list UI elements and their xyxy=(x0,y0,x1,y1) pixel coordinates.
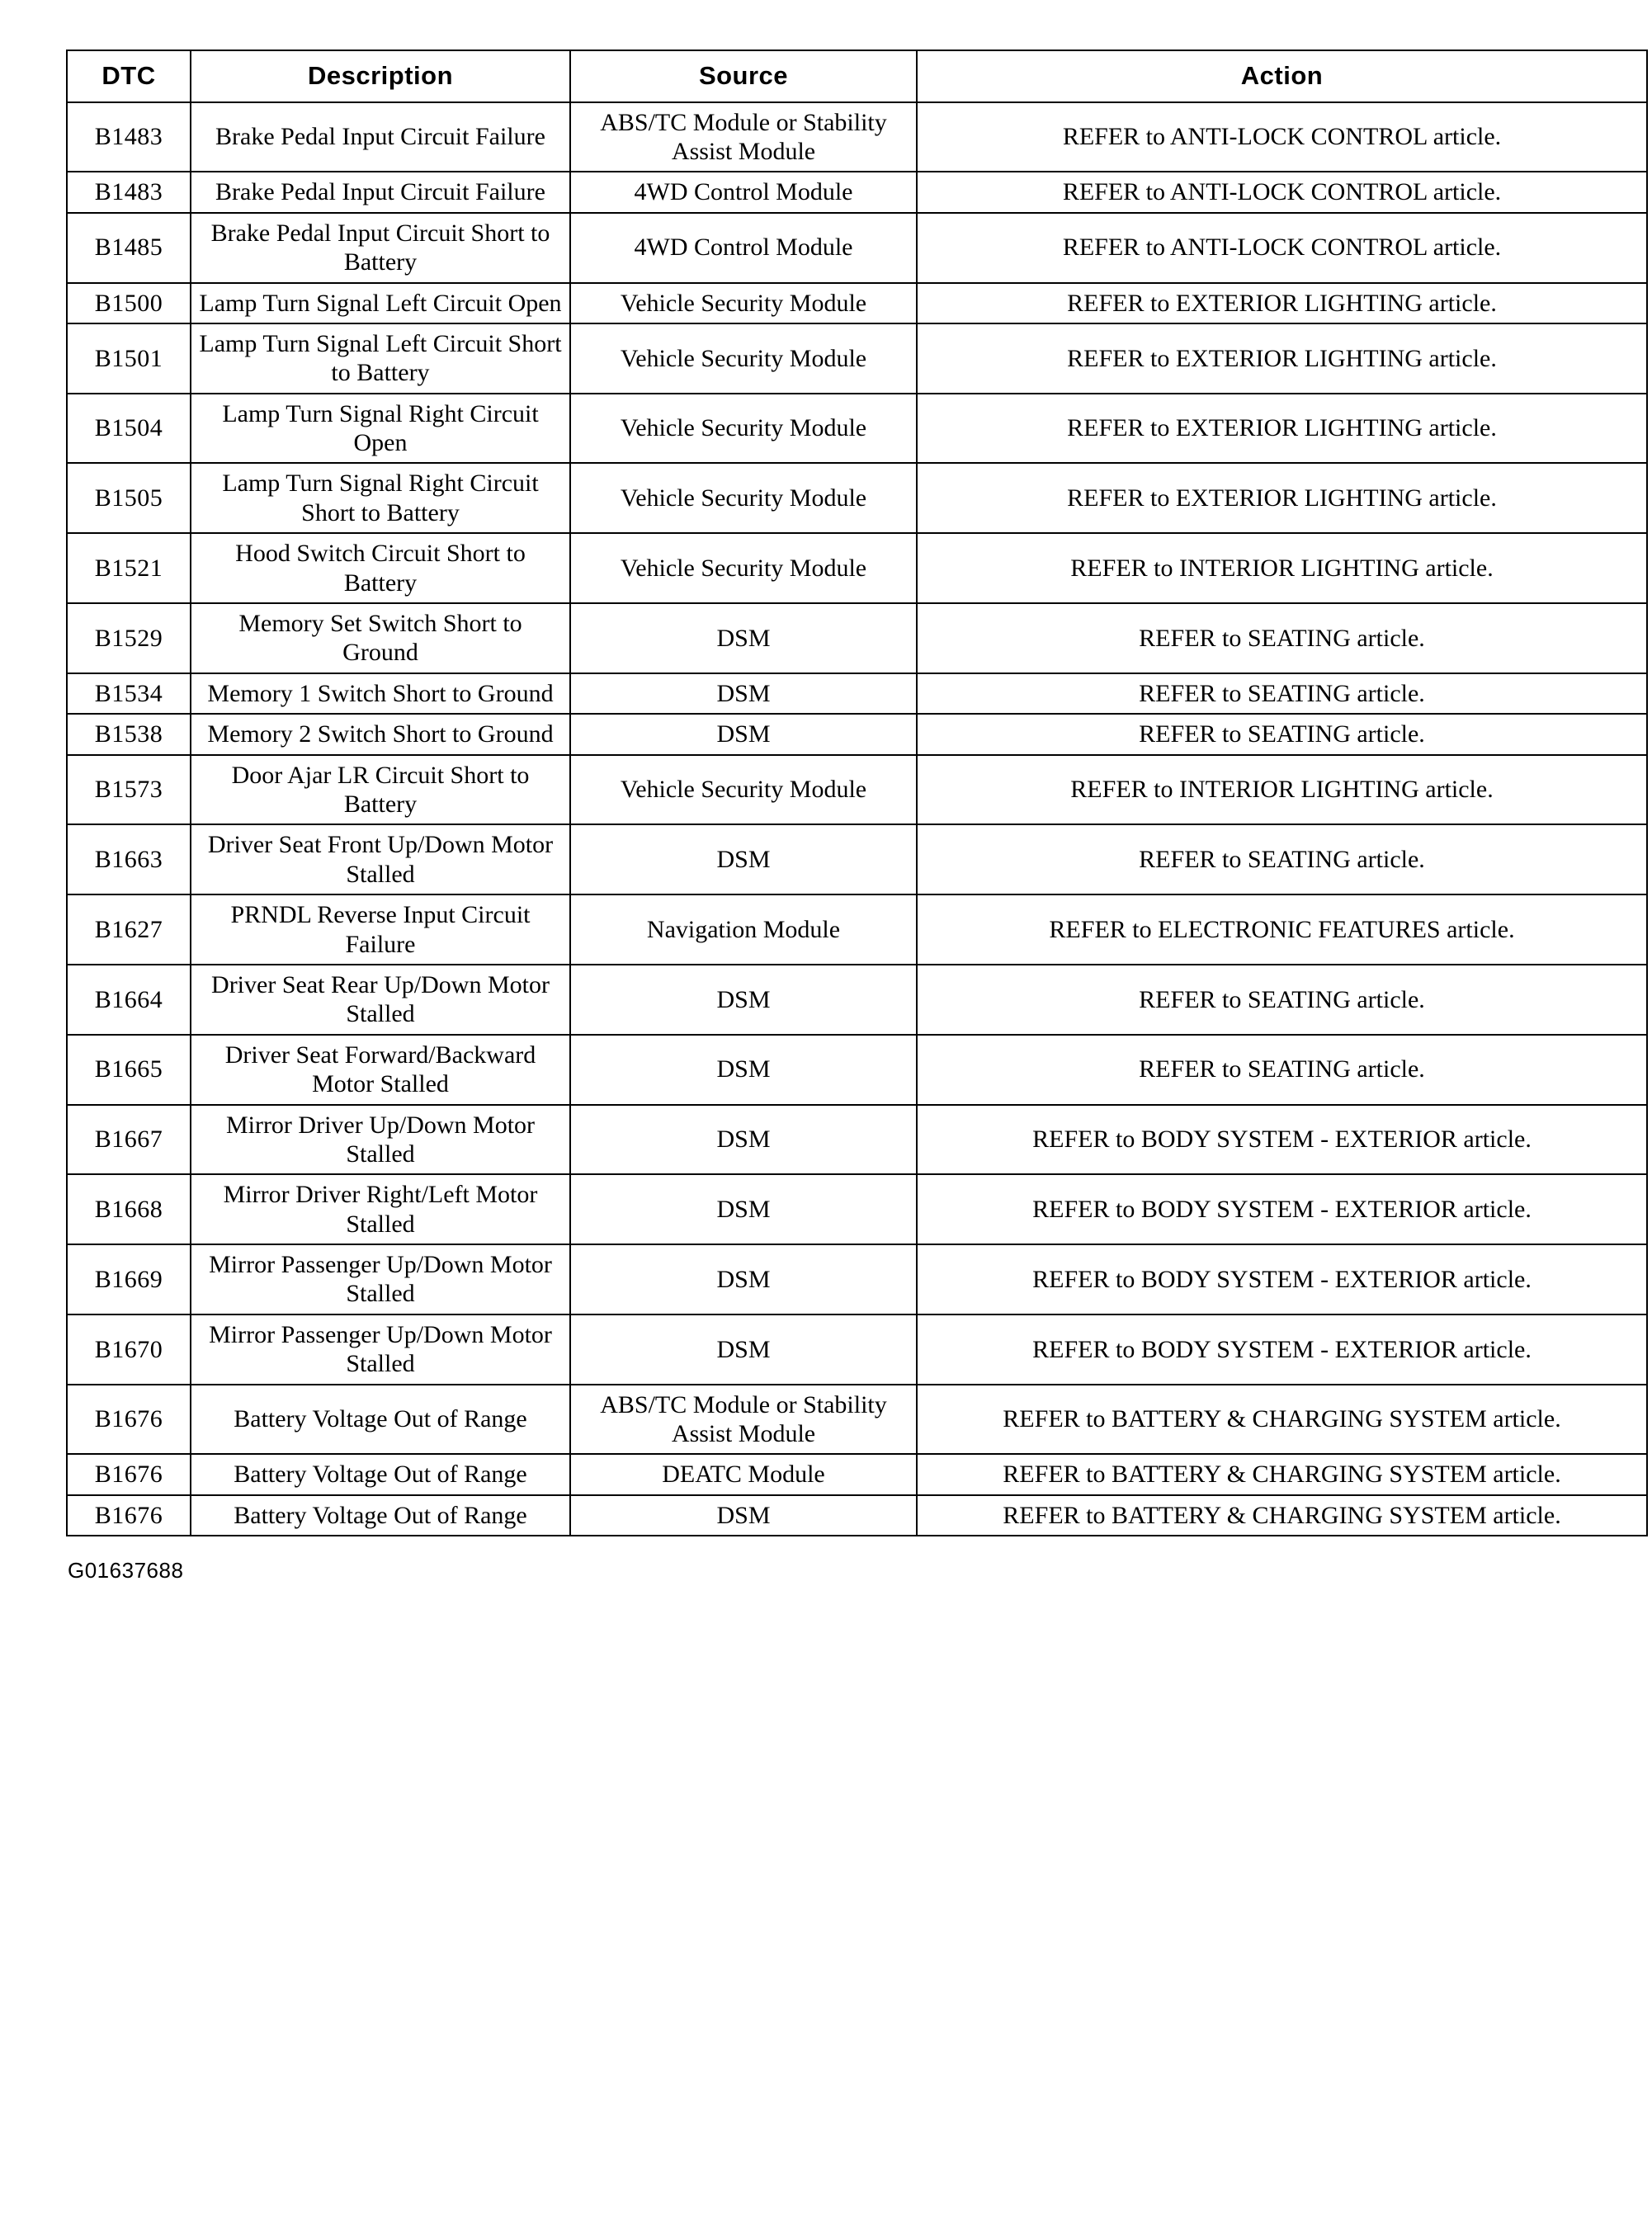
cell-dtc: B1538 xyxy=(67,714,191,754)
cell-action: REFER to ANTI-LOCK CONTROL article. xyxy=(917,213,1647,283)
cell-action: REFER to BATTERY & CHARGING SYSTEM article. xyxy=(917,1385,1647,1455)
cell-description: Memory 1 Switch Short to Ground xyxy=(191,673,570,714)
table-row xyxy=(67,533,1647,603)
cell-action: REFER to BATTERY & CHARGING SYSTEM article. xyxy=(917,1454,1647,1494)
figure-code: G01637688 xyxy=(68,1558,184,1583)
cell-dtc: B1483 xyxy=(67,172,191,212)
cell-dtc: B1667 xyxy=(67,1105,191,1175)
cell-source: ABS/TC Module or Stability Assist Module xyxy=(570,102,917,172)
cell-source: DEATC Module xyxy=(570,1454,917,1494)
cell-dtc: B1664 xyxy=(67,965,191,1035)
cell-description: Battery Voltage Out of Range xyxy=(191,1495,570,1536)
cell-description: Brake Pedal Input Circuit Failure xyxy=(191,102,570,172)
cell-dtc: B1663 xyxy=(67,824,191,894)
cell-dtc: B1483 xyxy=(67,102,191,172)
cell-dtc: B1676 xyxy=(67,1385,191,1455)
table-row xyxy=(67,172,1647,212)
cell-description: Hood Switch Circuit Short to Battery xyxy=(191,533,570,603)
cell-source: Vehicle Security Module xyxy=(570,283,917,323)
table-row xyxy=(67,824,1647,894)
table-row xyxy=(67,1174,1647,1244)
cell-dtc: B1505 xyxy=(67,463,191,533)
table-row xyxy=(67,894,1647,965)
cell-action: REFER to INTERIOR LIGHTING article. xyxy=(917,533,1647,603)
cell-dtc: B1485 xyxy=(67,213,191,283)
cell-action: REFER to ANTI-LOCK CONTROL article. xyxy=(917,172,1647,212)
column-header-dtc: DTC xyxy=(67,50,191,102)
cell-action: REFER to EXTERIOR LIGHTING article. xyxy=(917,323,1647,394)
table-header xyxy=(67,50,1647,102)
cell-source: Vehicle Security Module xyxy=(570,463,917,533)
table-row xyxy=(67,213,1647,283)
table-row xyxy=(67,673,1647,714)
cell-description: Driver Seat Forward/Backward Motor Stalled xyxy=(191,1035,570,1105)
cell-description: Mirror Passenger Up/Down Motor Stalled xyxy=(191,1314,570,1385)
table-row xyxy=(67,603,1647,673)
column-header-action: Action xyxy=(917,50,1647,102)
cell-dtc: B1669 xyxy=(67,1244,191,1314)
cell-source: ABS/TC Module or Stability Assist Module xyxy=(570,1385,917,1455)
cell-description: PRNDL Reverse Input Circuit Failure xyxy=(191,894,570,965)
cell-source: Vehicle Security Module xyxy=(570,755,917,825)
table-row xyxy=(67,1495,1647,1536)
cell-dtc: B1676 xyxy=(67,1495,191,1536)
cell-dtc: B1529 xyxy=(67,603,191,673)
cell-source: 4WD Control Module xyxy=(570,172,917,212)
table-row xyxy=(67,323,1647,394)
cell-action: REFER to BODY SYSTEM - EXTERIOR article. xyxy=(917,1244,1647,1314)
cell-source: DSM xyxy=(570,714,917,754)
table-row xyxy=(67,965,1647,1035)
cell-source: DSM xyxy=(570,965,917,1035)
cell-action: REFER to SEATING article. xyxy=(917,603,1647,673)
column-header-description: Description xyxy=(191,50,570,102)
cell-source: 4WD Control Module xyxy=(570,213,917,283)
table-body xyxy=(67,102,1647,1536)
cell-description: Door Ajar LR Circuit Short to Battery xyxy=(191,755,570,825)
cell-action: REFER to EXTERIOR LIGHTING article. xyxy=(917,283,1647,323)
cell-source: DSM xyxy=(570,824,917,894)
cell-source: Vehicle Security Module xyxy=(570,323,917,394)
cell-source: DSM xyxy=(570,1495,917,1536)
table-header-row xyxy=(67,50,1647,102)
cell-dtc: B1573 xyxy=(67,755,191,825)
cell-description: Battery Voltage Out of Range xyxy=(191,1385,570,1455)
cell-description: Lamp Turn Signal Right Circuit Open xyxy=(191,394,570,464)
column-header-source: Source xyxy=(570,50,917,102)
cell-dtc: B1676 xyxy=(67,1454,191,1494)
cell-description: Lamp Turn Signal Left Circuit Short to Battery xyxy=(191,323,570,394)
cell-action: REFER to ANTI-LOCK CONTROL article. xyxy=(917,102,1647,172)
cell-dtc: B1504 xyxy=(67,394,191,464)
table-row xyxy=(67,1244,1647,1314)
cell-description: Brake Pedal Input Circuit Failure xyxy=(191,172,570,212)
cell-description: Mirror Passenger Up/Down Motor Stalled xyxy=(191,1244,570,1314)
cell-action: REFER to BODY SYSTEM - EXTERIOR article. xyxy=(917,1105,1647,1175)
cell-dtc: B1500 xyxy=(67,283,191,323)
cell-action: REFER to SEATING article. xyxy=(917,673,1647,714)
table-row xyxy=(67,714,1647,754)
cell-source: DSM xyxy=(570,1105,917,1175)
dtc-table xyxy=(66,50,1648,1536)
cell-description: Lamp Turn Signal Right Circuit Short to Battery xyxy=(191,463,570,533)
cell-description: Memory Set Switch Short to Ground xyxy=(191,603,570,673)
cell-dtc: B1501 xyxy=(67,323,191,394)
cell-dtc: B1670 xyxy=(67,1314,191,1385)
cell-dtc: B1534 xyxy=(67,673,191,714)
cell-description: Battery Voltage Out of Range xyxy=(191,1454,570,1494)
cell-action: REFER to SEATING article. xyxy=(917,965,1647,1035)
cell-dtc: B1668 xyxy=(67,1174,191,1244)
table-row xyxy=(67,1385,1647,1455)
cell-source: DSM xyxy=(570,1174,917,1244)
table-row xyxy=(67,394,1647,464)
cell-description: Lamp Turn Signal Left Circuit Open xyxy=(191,283,570,323)
cell-action: REFER to BATTERY & CHARGING SYSTEM article. xyxy=(917,1495,1647,1536)
cell-action: REFER to ELECTRONIC FEATURES article. xyxy=(917,894,1647,965)
cell-source: DSM xyxy=(570,1035,917,1105)
table-row xyxy=(67,1105,1647,1175)
table-row xyxy=(67,1314,1647,1385)
cell-dtc: B1665 xyxy=(67,1035,191,1105)
cell-description: Driver Seat Front Up/Down Motor Stalled xyxy=(191,824,570,894)
cell-description: Mirror Driver Right/Left Motor Stalled xyxy=(191,1174,570,1244)
cell-action: REFER to BODY SYSTEM - EXTERIOR article. xyxy=(917,1314,1647,1385)
table-row xyxy=(67,102,1647,172)
cell-description: Mirror Driver Up/Down Motor Stalled xyxy=(191,1105,570,1175)
cell-description: Memory 2 Switch Short to Ground xyxy=(191,714,570,754)
cell-action: REFER to INTERIOR LIGHTING article. xyxy=(917,755,1647,825)
cell-source: Navigation Module xyxy=(570,894,917,965)
table-row xyxy=(67,463,1647,533)
cell-action: REFER to EXTERIOR LIGHTING article. xyxy=(917,463,1647,533)
cell-action: REFER to BODY SYSTEM - EXTERIOR article. xyxy=(917,1174,1647,1244)
cell-dtc: B1521 xyxy=(67,533,191,603)
cell-action: REFER to SEATING article. xyxy=(917,714,1647,754)
table-row xyxy=(67,1035,1647,1105)
cell-action: REFER to SEATING article. xyxy=(917,824,1647,894)
table-row xyxy=(67,283,1647,323)
cell-description: Driver Seat Rear Up/Down Motor Stalled xyxy=(191,965,570,1035)
cell-source: DSM xyxy=(570,1314,917,1385)
table-row xyxy=(67,755,1647,825)
cell-source: Vehicle Security Module xyxy=(570,394,917,464)
cell-source: DSM xyxy=(570,673,917,714)
cell-dtc: B1627 xyxy=(67,894,191,965)
cell-source: DSM xyxy=(570,1244,917,1314)
cell-action: REFER to EXTERIOR LIGHTING article. xyxy=(917,394,1647,464)
table-row xyxy=(67,1454,1647,1494)
cell-source: Vehicle Security Module xyxy=(570,533,917,603)
cell-source: DSM xyxy=(570,603,917,673)
cell-description: Brake Pedal Input Circuit Short to Battery xyxy=(191,213,570,283)
cell-action: REFER to SEATING article. xyxy=(917,1035,1647,1105)
